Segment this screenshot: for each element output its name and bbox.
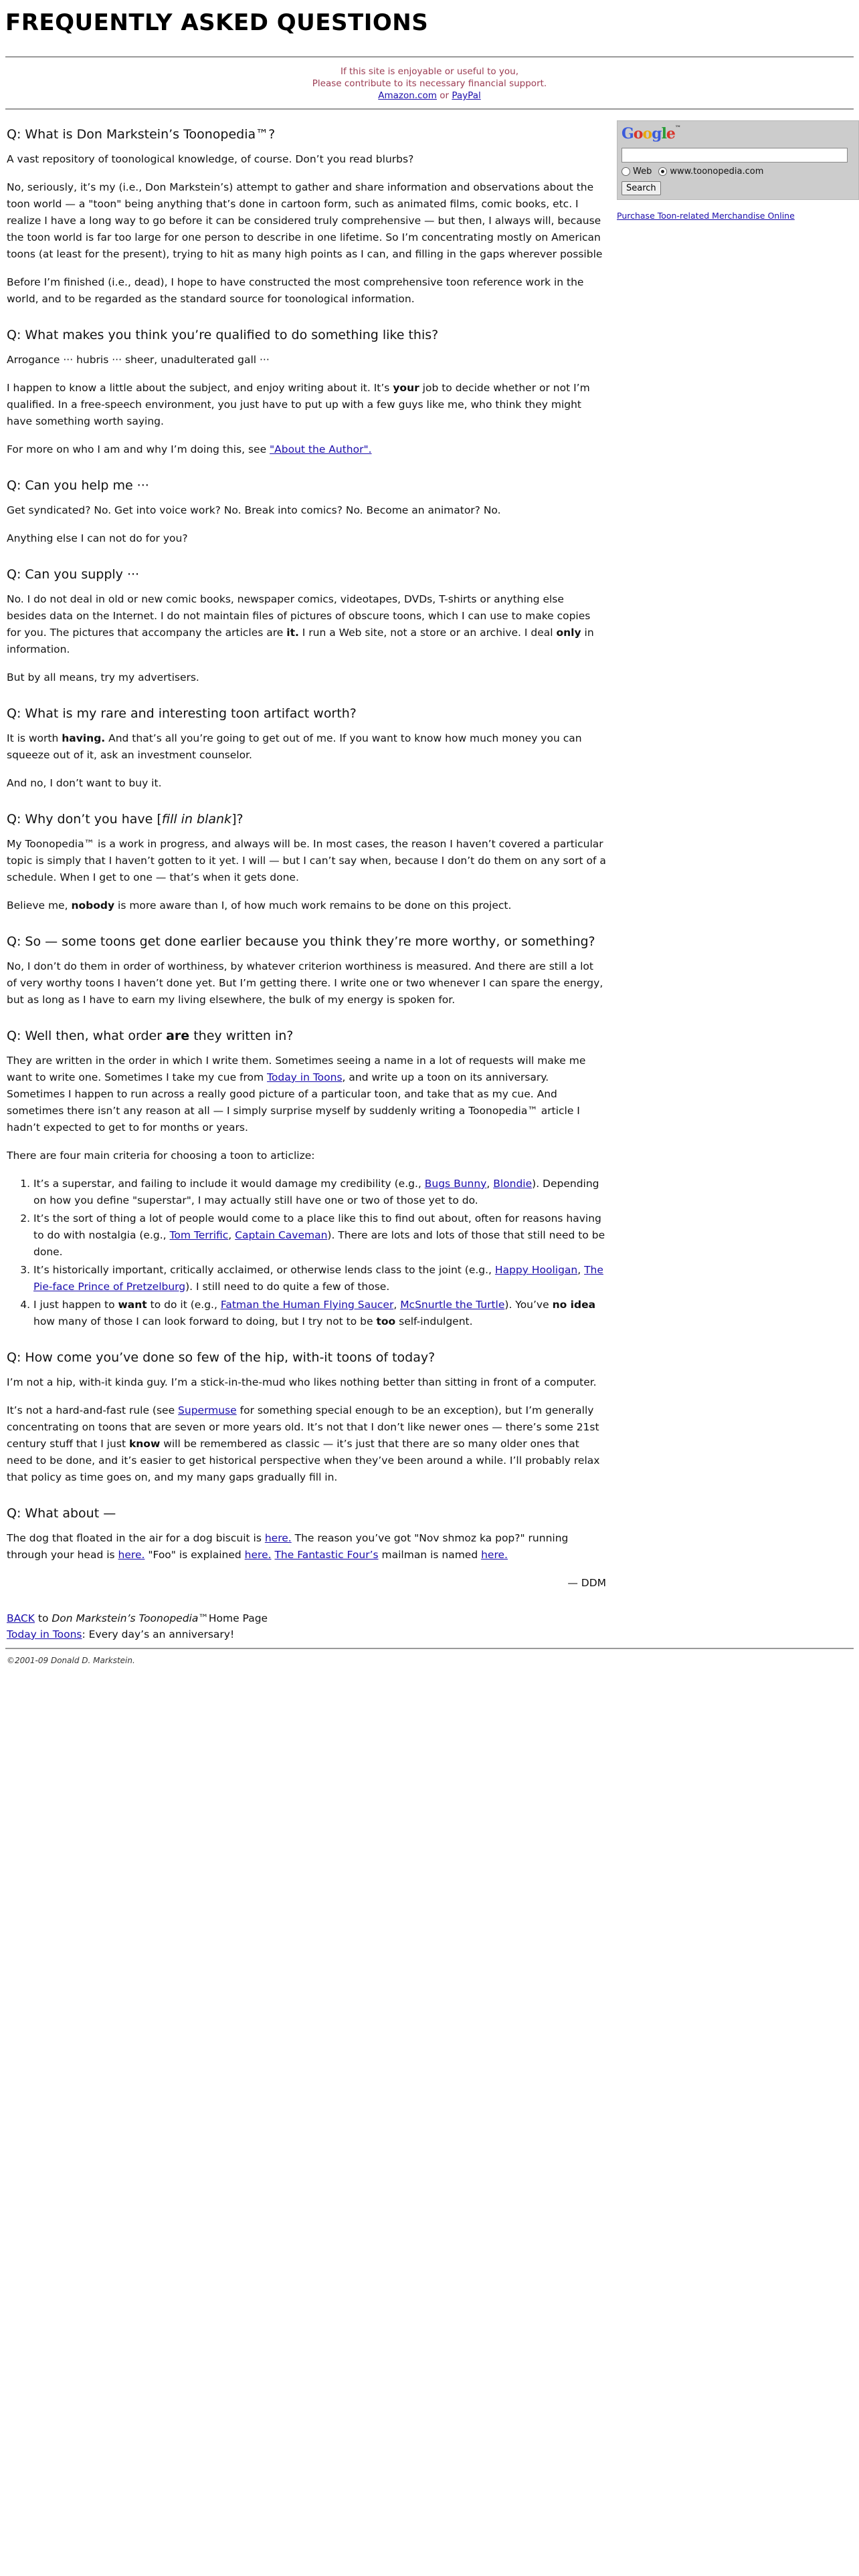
fantastic-four-link[interactable]: The Fantastic Four’s [274, 1549, 379, 1561]
emphasis: are [166, 1029, 190, 1043]
text: I just happen to [33, 1299, 118, 1311]
faq-answer-8-p1 [7, 1053, 606, 1136]
text: ). You’ve [504, 1299, 553, 1311]
text: ]? [231, 812, 244, 827]
list-item [33, 1176, 606, 1209]
signature: — DDM [567, 1577, 606, 1589]
faq-answer-10-p1 [7, 1530, 606, 1564]
faq-question-7: Q: So — some toons get done earlier because you think they’re more worthy, or something? [7, 934, 595, 949]
text: , and write up a toon on its anniversary. Sometimes I happen to run across a really good picture of a particular toon, and take that as my cue. And sometimes there isn’t any reason at all — I simply surprise myself by suddenly writing a Toonopedia™ article I hadn’t expected to get to for months or years. [7, 1071, 580, 1134]
faq-answer-5-p1 [7, 730, 606, 764]
text: , [486, 1178, 494, 1190]
text: , [228, 1229, 235, 1241]
fatman-link[interactable]: Fatman the Human Flying Saucer [220, 1299, 394, 1311]
text: in information. [7, 627, 594, 655]
emphasis: your [393, 382, 419, 394]
page-title: FREQUENTLY ASKED QUESTIONS [5, 9, 429, 36]
mcsnurtle-link[interactable]: McSnurtle the Turtle [400, 1299, 505, 1311]
back-link[interactable]: BACK [7, 1612, 35, 1624]
pie-face-prince-link[interactable]: The Pie-face Prince of Pretzelburg [33, 1264, 603, 1293]
text: for something special enough to be an exception), but I’m generally concentrating on toons that are seven or more years old. It’s not that I don’t like newer ones — there’s some 21st century stuff that I just [7, 1404, 599, 1450]
faq-answer-4-p1 [7, 591, 606, 658]
text: : Every day’s an anniversary! [82, 1628, 235, 1640]
text: ™Home Page [198, 1612, 268, 1624]
text: to [34, 1612, 52, 1624]
text: how many of those I can look forward to doing, but I try not to be [33, 1315, 377, 1327]
faq-answer-9-p2 [7, 1402, 606, 1486]
text: The reason you’ve got "Nov shmoz ka pop?" running through your head is [7, 1532, 569, 1561]
text: It’s not a hard-and-fast rule (see [7, 1404, 179, 1416]
text: to do it (e.g., [147, 1299, 221, 1311]
faq-answer-6-p2 [7, 897, 606, 914]
list-item [33, 1297, 606, 1330]
footer-links [7, 1610, 606, 1642]
amazon-link[interactable]: Amazon.com [378, 90, 437, 101]
faq-answer-3-p2: Anything else I can not do for you? [7, 532, 188, 544]
support-banner [0, 58, 859, 108]
emphasis: having. [62, 732, 106, 744]
text: mailman is named [378, 1549, 482, 1561]
emphasis: fill in blank [161, 812, 232, 827]
copyright: ©2001-09 Donald D. Markstein. [7, 1656, 135, 1665]
faq-answer-1-p1: A vast repository of toonological knowledge, of course. Don’t you read blurbs? [7, 153, 414, 165]
mailman-link[interactable]: here. [481, 1549, 508, 1561]
captain-caveman-link[interactable]: Captain Caveman [235, 1229, 328, 1241]
faq-question-9: Q: How come you’ve done so few of the hip, with-it toons of today? [7, 1350, 436, 1365]
search-input[interactable] [622, 148, 848, 163]
list-item [33, 1210, 606, 1261]
bugs-bunny-link[interactable]: Bugs Bunny [424, 1178, 487, 1190]
faq-question-1: Q: What is Don Markstein’s Toonopedia™? [7, 127, 276, 142]
text: job to decide whether or not I’m qualified. In a free-speech environment, you just have to put up with a few guys like me, who think they might have something worth saying. [7, 382, 590, 427]
web-radio-label: Web [633, 167, 652, 177]
text: , [393, 1299, 401, 1311]
merchandise-link[interactable]: Purchase Toon-related Merchandise Online [617, 211, 795, 221]
text: It is worth [7, 732, 62, 744]
support-or: or [436, 90, 452, 101]
google-search-box [617, 120, 859, 200]
sidebar [617, 110, 858, 1648]
faq-answer-6-p1: My Toonopedia™ is a work in progress, and always will be. In most cases, the reason I haven’t covered a particular topic is simply that I haven’t gotten to it yet. I will — but I can’t say when, because I don’t do them on any sort of a schedule. When I get to one — that’s when it gets done. [7, 838, 606, 883]
faq-answer-2-p2 [7, 380, 606, 430]
text: For more on who I am and why I’m doing this, see [7, 443, 270, 455]
faq-question-2: Q: What makes you think you’re qualified to do something like this? [7, 328, 439, 342]
support-links [0, 90, 859, 102]
faq-answer-3-p1: Get syndicated? No. Get into voice work? No. Break into comics? No. Become an animator? No. [7, 504, 501, 516]
text: "Foo" is explained [145, 1549, 245, 1561]
tom-terrific-link[interactable]: Tom Terrific [169, 1229, 229, 1241]
text: , [577, 1264, 585, 1276]
foo-link[interactable]: here. [244, 1549, 272, 1561]
site-radio[interactable] [658, 167, 667, 176]
web-radio[interactable] [622, 167, 630, 176]
today-in-toons-link[interactable]: Today in Toons [267, 1071, 343, 1083]
text: I run a Web site, not a store or an archive. I deal [298, 627, 557, 639]
faq-answer-1-p2: No, seriously, it’s my (i.e., Don Markstein’s) attempt to gather and share information and observations about the toon world — a "toon" being anything that’s done in cartoon form, such as animated films, comic books, etc. I realize I have a long way to go before it can be considered truly comprehensive — but then, I always will, because the toon world is far too large for one person to describe in one lifetime. So I’m concentrating mostly on American toons (at least for the present), trying to hit as many high points as I can, and filling in the gaps wherever possible [7, 181, 603, 260]
about-author-link[interactable]: "About the Author". [270, 443, 372, 455]
emphasis: want [118, 1299, 147, 1311]
search-button[interactable]: Search [622, 181, 661, 195]
google-logo: Google™ [622, 125, 680, 142]
emphasis: only [556, 627, 581, 639]
emphasis: no idea [552, 1299, 596, 1311]
today-in-toons-footer-link[interactable]: Today in Toons [7, 1628, 82, 1640]
faq-question-8 [7, 1027, 606, 1045]
faq-question-3: Q: Can you help me ··· [7, 478, 149, 493]
text: Believe me, [7, 899, 72, 911]
faq-answer-9-p1: I’m not a hip, with-it kinda guy. I’m a stick-in-the-mud who likes nothing better than sitting in front of a computer. [7, 1376, 597, 1388]
support-line-1: If this site is enjoyable or useful to you, [340, 66, 519, 77]
emphasis: nobody [71, 899, 115, 911]
site-radio-label: www.toonopedia.com [670, 167, 764, 177]
nov-shmoz-link[interactable]: here. [118, 1549, 145, 1561]
text: Q: Well then, what order [7, 1029, 167, 1043]
blondie-link[interactable]: Blondie [493, 1178, 533, 1190]
faq-question-10: Q: What about — [7, 1506, 116, 1521]
text: And that’s all you’re going to get out of me. If you want to know how much money you can squeeze out of it, ask an investment counselor. [7, 732, 582, 761]
text: No. I do not deal in old or new comic books, newspaper comics, videotapes, DVDs, T-shirts or anything else besides data on the Internet. I do not maintain files of pictures of obscure toons, which I can use to make copies for you. The pictures that accompany the articles are [7, 593, 591, 639]
text: ). There are lots and lots of those that still need to be done. [33, 1229, 605, 1258]
text: ). Depending on how you define "superstar", I may actually still have one or two of those yet to do. [33, 1178, 599, 1206]
list-item [33, 1262, 606, 1295]
text: self-indulgent. [395, 1315, 473, 1327]
merch-line [617, 211, 858, 221]
faq-answer-7-p1: No, I don’t do them in order of worthiness, by whatever criterion worthiness is measured. And there are still a lot of very worthy toons I haven’t done yet. But I’m getting there. I write one or two whenever I can spare the energy, but as long as I have to earn my living elsewhere, the bulk of my energy is spoken for. [7, 960, 603, 1006]
text: Q: Why don’t you have [ [7, 812, 162, 827]
text: will be remembered as classic — it’s just that there are so many older ones that need to be done, and it’s easier to get historical perspective when they’ve been around a while. I’ll probably relax that policy as time goes on, and my many gaps gradually fill in. [7, 1438, 600, 1483]
dog-biscuit-link[interactable]: here. [264, 1532, 292, 1544]
faq-content [7, 110, 606, 1648]
happy-hooligan-link[interactable]: Happy Hooligan [494, 1264, 578, 1276]
search-scope [622, 167, 856, 177]
faq-answer-8-p2: There are four main criteria for choosing a toon to articlize: [7, 1150, 315, 1162]
support-line-2: Please contribute to its necessary financial support. [312, 78, 547, 89]
emphasis: know [128, 1438, 161, 1450]
faq-answer-1-p3: Before I’m finished (i.e., dead), I hope to have constructed the most comprehensive toon reference work in the world, and to be regarded as the standard source for toonological information. [7, 276, 584, 305]
back-line [7, 1610, 606, 1626]
text: they written in? [189, 1029, 294, 1043]
faq-answer-5-p2: And no, I don’t want to buy it. [7, 777, 162, 789]
criteria-list [7, 1176, 606, 1330]
text: The dog that floated in the air for a dog biscuit is [7, 1532, 265, 1544]
emphasis: it. [286, 627, 299, 639]
text: I happen to know a little about the subject, and enjoy writing about it. It’s [7, 382, 393, 394]
text: is more aware than I, of how much work remains to be done on this project. [114, 899, 512, 911]
text: It’s historically important, critically acclaimed, or otherwise lends class to the joint (e.g., [33, 1264, 495, 1276]
faq-answer-4-p2: But by all means, try my advertisers. [7, 671, 199, 683]
faq-answer-2-p3 [7, 441, 606, 458]
supermuse-link[interactable]: Supermuse [178, 1404, 237, 1416]
text: ). I still need to do quite a few of those. [185, 1281, 390, 1293]
text: It’s the sort of thing a lot of people would come to a place like this to find out about, often for reasons having to do with nostalgia (e.g., [33, 1212, 601, 1241]
text: It’s a superstar, and failing to include it would damage my credibility (e.g., [33, 1178, 425, 1190]
today-line [7, 1626, 606, 1642]
paypal-link[interactable]: PayPal [452, 90, 481, 101]
site-name: Don Markstein’s Toonopedia [52, 1612, 199, 1624]
faq-question-6 [7, 811, 606, 828]
faq-answer-2-p1: Arrogance ··· hubris ··· sheer, unadulterated gall ··· [7, 354, 270, 366]
faq-question-5: Q: What is my rare and interesting toon artifact worth? [7, 706, 357, 721]
text: They are written in the order in which I write them. Sometimes seeing a name in a lot of requests will make me want to write one. Sometimes I take my cue from [7, 1055, 586, 1083]
emphasis: too [376, 1315, 396, 1327]
faq-question-4: Q: Can you supply ··· [7, 567, 140, 582]
